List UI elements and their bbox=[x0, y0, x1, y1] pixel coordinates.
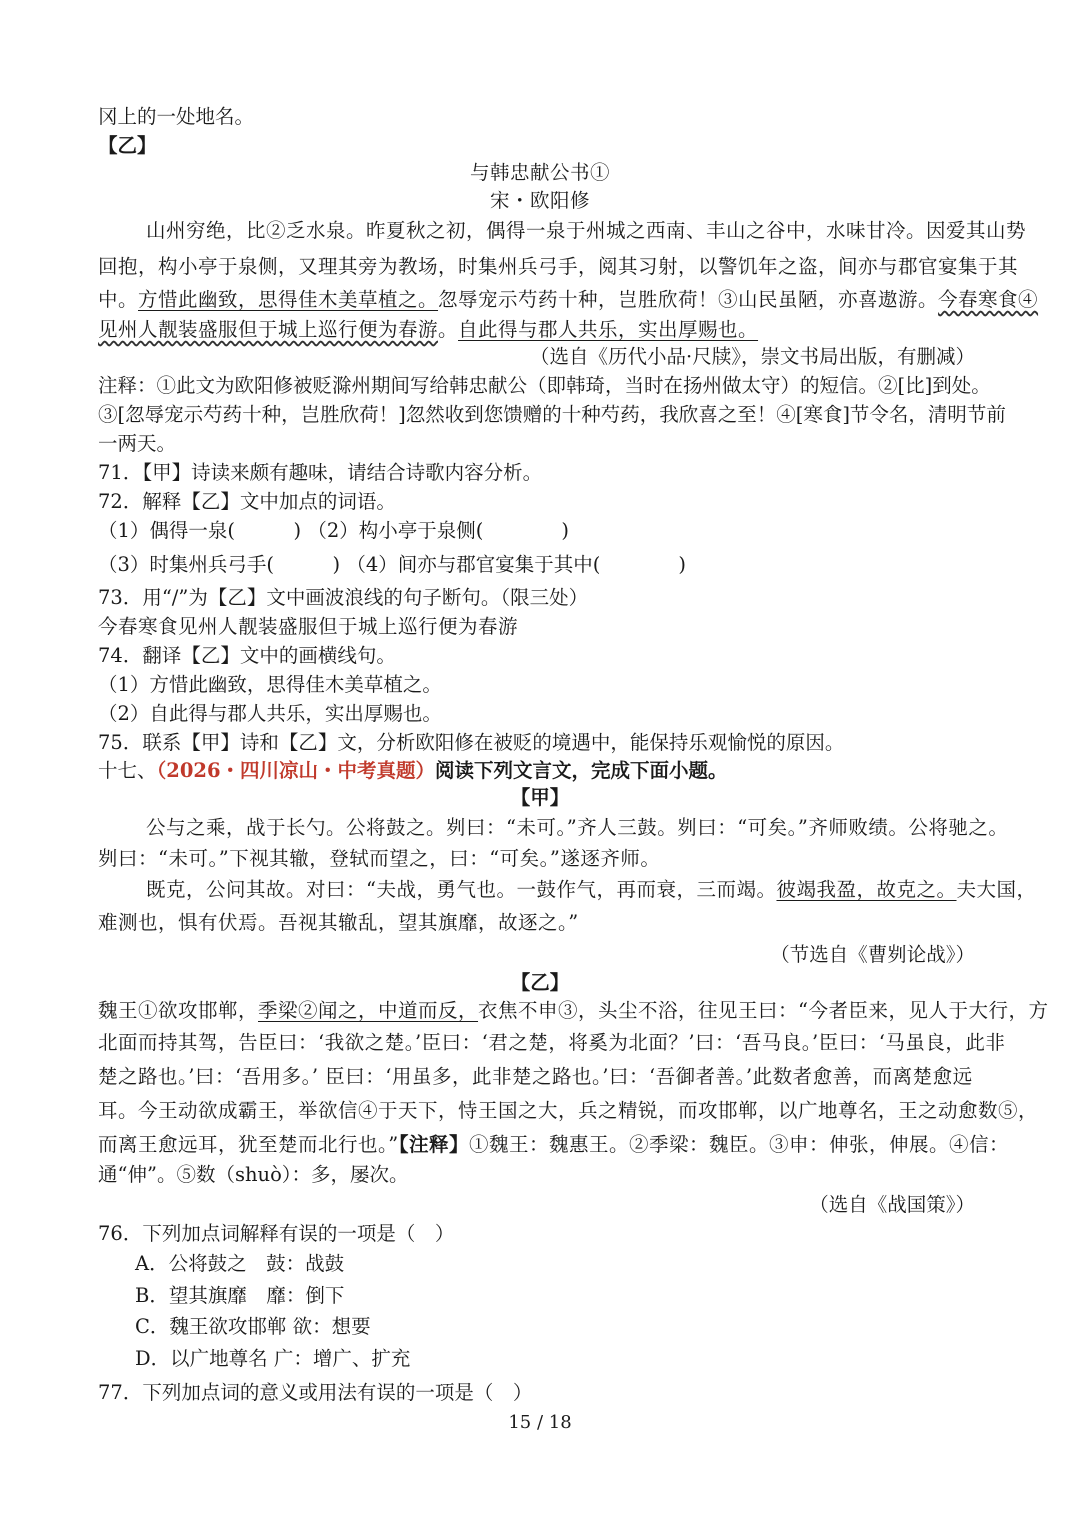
text-line: 冈上的一处地名。 bbox=[98, 105, 255, 128]
option-c: C．魏王欲攻邯郸 欲：想要 bbox=[135, 1315, 371, 1338]
question-71: 71．【甲】诗读来颇有趣味，请结合诗歌内容分析。 bbox=[98, 461, 543, 484]
annotation-line: 注释：①此文为欧阳修被贬滁州期间写给韩忠献公（即韩琦，当时在扬州做太守）的短信。②[比]到处。 bbox=[98, 374, 991, 397]
question-76: 76．下列加点词解释有误的一项是（ ） bbox=[98, 1222, 455, 1245]
underlined-sentence: 彼竭我盈，故克之。 bbox=[776, 878, 957, 901]
question-72-items: （1）偶得一泉( ) （2）构小亭于泉侧( ) bbox=[98, 519, 569, 542]
section-label-yi: 【乙】 bbox=[510, 971, 570, 994]
option-b: B．望其旗靡 靡：倒下 bbox=[135, 1284, 345, 1307]
passage-line: 回抱，构小亭于泉侧，又理其旁为教场，时集州兵弓手，阅其习射，以警饥年之盗，间亦与郡官宴集于其 bbox=[98, 255, 1019, 278]
passage-line: 难测也，惧有伏焉。吾视其辙乱，望其旗靡，故逐之。” bbox=[98, 911, 579, 934]
passage-line: 耳。今王动欲成霸王，举欲信④于天下，恃王国之大，兵之精锐，而攻邯郸，以广地尊名，王之动愈数⑤， bbox=[98, 1099, 1039, 1122]
wavy-sentence: 见州人靓装盛服但于城上巡行便为春游 bbox=[98, 318, 439, 341]
question-73: 73．用“/”为【乙】文中画波浪线的句子断句。（限三处） bbox=[98, 586, 589, 609]
passage-line: 公与之乘，战于长勺。公将鼓之。刿曰：“未可。”齐人三鼓。刿曰：“可矣。”齐师败绩。公将驰之。 bbox=[146, 816, 1009, 839]
option-d: D．以广地尊名 广：增广、扩充 bbox=[135, 1347, 411, 1370]
annotation-line: 通“伸”。⑤数（shuò）：多，屡次。 bbox=[98, 1163, 409, 1186]
section-label-yi: 【乙】 bbox=[98, 134, 157, 157]
question-72: 72．解释【乙】文中加点的词语。 bbox=[98, 490, 396, 513]
passage-line: 山州穷绝，比②乏水泉。昨夏秋之初，偶得一泉于州城之西南、丰山之谷中，水味甘冷。因爱其山势 bbox=[146, 219, 1027, 242]
question-72-items: （3）时集州兵弓手( ) （4）间亦与郡官宴集于其中( ) bbox=[98, 553, 686, 576]
passage-title: 与韩忠献公书① bbox=[469, 161, 610, 184]
question-74-item: （1）方惜此幽致，思得佳木美草植之。 bbox=[98, 673, 442, 696]
page-number: 15 / 18 bbox=[508, 1412, 572, 1433]
annotation-line: 一两天。 bbox=[98, 432, 177, 455]
underlined-sentence: 方惜此幽致，思得佳木美草植之。 bbox=[138, 288, 439, 311]
section-heading-17: 十七、（2026・四川凉山・中考真题）阅读下列文言文，完成下面小题。 bbox=[98, 759, 728, 782]
passage-author: 宋・欧阳修 bbox=[489, 189, 590, 212]
question-77: 77．下列加点词的意义或用法有误的一项是（ ） bbox=[98, 1381, 533, 1404]
passage-line: 楚之路也。’曰：‘吾用多。’ 臣曰：‘用虽多，此非楚之路也。’曰：‘吾御者善。’此数者愈善，而离楚愈远 bbox=[98, 1065, 973, 1088]
passage-line: 魏王①欲攻邯郸，季梁②闻之，中道而反，衣焦不申③，头尘不浴，往见王曰：“今者臣来，见人于大行，方 bbox=[98, 999, 1049, 1022]
passage-line: 见州人靓装盛服但于城上巡行便为春游。自此得与郡人共乐，实出厚赐也。 bbox=[98, 318, 759, 341]
option-a: A．公将鼓之 鼓：战鼓 bbox=[135, 1252, 345, 1275]
source-note: （选自《战国策》） bbox=[809, 1193, 975, 1216]
underlined-sentence: 季梁②闻之，中道而反， bbox=[258, 999, 479, 1022]
passage-line: 刿曰：“未可。”下视其辙，登轼而望之，曰：“可矣。”遂逐齐师。 bbox=[98, 847, 661, 870]
question-75: 75．联系【甲】诗和【乙】文，分析欧阳修在被贬的境遇中，能保持乐观愉悦的原因。 bbox=[98, 731, 845, 754]
question-73-sentence: 今春寒食见州人靓装盛服但于城上巡行便为春游 bbox=[98, 615, 519, 638]
passage-line: 北面而持其驾，告臣曰：‘我欲之楚。’臣曰：‘君之楚，将奚为北面？’曰：‘吾马良。’臣曰：‘马虽良，此非 bbox=[98, 1031, 1006, 1054]
question-74: 74．翻译【乙】文中的画横线句。 bbox=[98, 644, 396, 667]
exam-source: （2026・四川凉山・中考真题） bbox=[156, 759, 436, 782]
wavy-sentence: 今春寒食④ bbox=[938, 288, 1039, 311]
question-74-item: （2）自此得与郡人共乐，实出厚赐也。 bbox=[98, 702, 442, 725]
passage-line: 既克，公问其故。对曰：“夫战，勇气也。一鼓作气，再而衰，三而竭。彼竭我盈，故克之。夫大国， bbox=[146, 878, 1037, 901]
source-note: （节选自《曹刿论战》） bbox=[770, 943, 975, 966]
passage-line: 而离王愈远耳，犹至楚而北行也。”【注释】①魏王：魏惠王。②季梁：魏臣。③申：伸张，伸展。④信： bbox=[98, 1133, 1010, 1156]
source-note: （选自《历代小品·尺牍》，崇文书局出版，有删减） bbox=[530, 345, 975, 368]
annotation-line: ③[忽辱宠示芍药十种，岂胜欣荷！]忽然收到您馈赠的十种芍药，我欣喜之至！④[寒食]节令名，清明节前 bbox=[98, 403, 1006, 426]
underlined-sentence: 自此得与郡人共乐，实出厚赐也。 bbox=[458, 318, 759, 341]
section-label-jia: 【甲】 bbox=[510, 786, 570, 809]
passage-line: 中。方惜此幽致，思得佳木美草植之。忽辱宠示芍药十种，岂胜欣荷！③山民虽陋，亦喜遨游。今春寒食④ bbox=[98, 288, 1039, 311]
